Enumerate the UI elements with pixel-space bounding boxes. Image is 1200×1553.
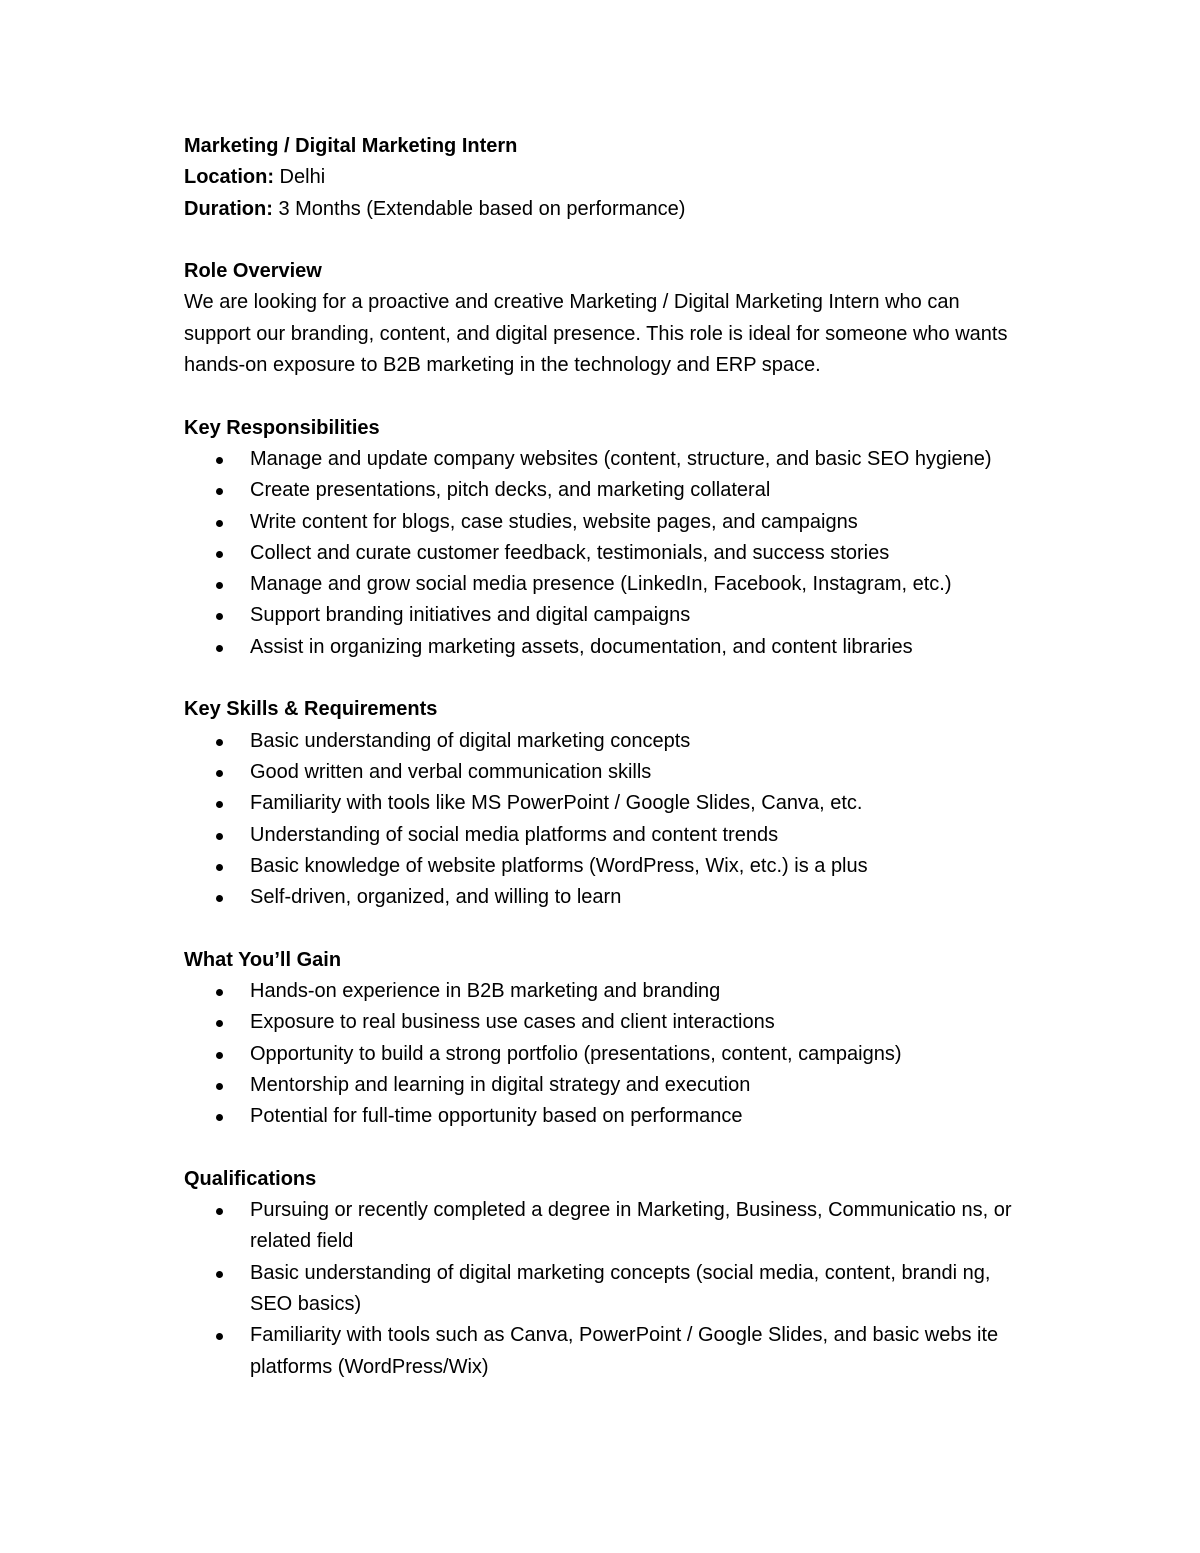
list-item-text: Familiarity with tools such as Canva, PowerPoint / Google Slides, and basic webs ite platforms (WordPress/Wix) <box>250 1324 999 1378</box>
list-item <box>184 1039 1024 1070</box>
list-item-text: Basic understanding of digital marketing concepts <box>250 729 691 752</box>
list-item <box>184 632 1024 663</box>
bullet-icon <box>216 582 223 589</box>
list-item-text: Write content for blogs, case studies, website pages, and campaigns <box>250 510 858 533</box>
list-item <box>184 569 1024 600</box>
list-item <box>184 820 1024 851</box>
bullet-icon <box>216 1020 223 1027</box>
list-item-text: Good written and verbal communication skills <box>250 760 652 783</box>
bullet-icon <box>216 1271 223 1278</box>
bullet-icon <box>216 488 223 495</box>
list-item-text: Manage and grow social media presence (LinkedIn, Facebook, Instagram, etc.) <box>250 573 952 596</box>
bullet-icon <box>216 520 223 527</box>
gains-list <box>184 976 1024 1132</box>
responsibilities-heading: Key Responsibilities <box>184 416 380 439</box>
list-item <box>184 757 1024 788</box>
skills-heading: Key Skills & Requirements <box>184 698 438 721</box>
bullet-icon <box>216 1114 223 1121</box>
list-item <box>184 1070 1024 1101</box>
list-item-text: Familiarity with tools like MS PowerPoint / Google Slides, Canva, etc. <box>250 792 863 815</box>
list-item <box>184 1101 1024 1132</box>
bullet-icon <box>216 1333 223 1340</box>
role-overview-heading: Role Overview <box>184 260 322 283</box>
list-item-text: Hands-on experience in B2B marketing and branding <box>250 980 721 1003</box>
list-item-text: Potential for full-time opportunity based on performance <box>250 1105 743 1128</box>
list-item-text: Self-driven, organized, and willing to learn <box>250 886 622 909</box>
spacer <box>184 381 1024 412</box>
location-value: Delhi <box>274 166 326 189</box>
spacer <box>184 663 1024 694</box>
duration-line <box>184 194 1024 225</box>
skills-list <box>184 726 1024 914</box>
location-line <box>184 162 1024 193</box>
list-item <box>184 444 1024 475</box>
list-item-text: Manage and update company websites (content, structure, and basic SEO hygiene) <box>250 447 992 470</box>
job-title: Marketing / Digital Marketing Intern <box>184 135 518 157</box>
spacer <box>184 1133 1024 1164</box>
list-item <box>184 600 1024 631</box>
bullet-icon <box>216 457 223 464</box>
bullet-icon <box>216 989 223 996</box>
role-overview-text: We are looking for a proactive and creative Marketing / Digital Marketing Intern who can support our branding, content, and digital presence. This role is ideal for someone who wants hands-on exposure to B2B marketing in the technology and ERP space. <box>184 291 1008 377</box>
list-item-text: Support branding initiatives and digital campaigns <box>250 604 691 627</box>
list-item <box>184 507 1024 538</box>
list-item <box>184 726 1024 757</box>
bullet-icon <box>216 645 223 652</box>
list-item-text: Understanding of social media platforms and content trends <box>250 823 779 846</box>
list-item-text: Mentorship and learning in digital strategy and execution <box>250 1073 751 1096</box>
list-item <box>184 475 1024 506</box>
responsibilities-list <box>184 444 1024 663</box>
location-label: Location: <box>184 166 274 189</box>
list-item-text: Collect and curate customer feedback, testimonials, and success stories <box>250 541 890 564</box>
list-item-text: Pursuing or recently completed a degree in Marketing, Business, Communicatio ns, or related field <box>250 1199 1012 1253</box>
bullet-icon <box>216 739 223 746</box>
bullet-icon <box>216 833 223 840</box>
bullet-icon <box>216 551 223 558</box>
gains-heading: What You’ll Gain <box>184 948 342 971</box>
bullet-icon <box>216 864 223 871</box>
list-item <box>184 1007 1024 1038</box>
qualifications-list <box>184 1195 1024 1383</box>
list-item-text: Assist in organizing marketing assets, documentation, and content libraries <box>250 635 913 658</box>
bullet-icon <box>216 801 223 808</box>
bullet-icon <box>216 1208 223 1215</box>
list-item <box>184 851 1024 882</box>
qualifications-heading: Qualifications <box>184 1167 317 1190</box>
document <box>184 131 1024 1383</box>
list-item <box>184 882 1024 913</box>
list-item <box>184 538 1024 569</box>
list-item-text: Create presentations, pitch decks, and marketing collateral <box>250 479 771 502</box>
bullet-icon <box>216 895 223 902</box>
list-item <box>184 1258 1024 1321</box>
list-item <box>184 788 1024 819</box>
duration-label: Duration: <box>184 197 273 220</box>
list-item-text: Basic knowledge of website platforms (WordPress, Wix, etc.) is a plus <box>250 854 868 877</box>
list-item-text: Opportunity to build a strong portfolio (presentations, content, campaigns) <box>250 1042 902 1065</box>
bullet-icon <box>216 1052 223 1059</box>
bullet-icon <box>216 613 223 620</box>
list-item <box>184 1195 1024 1258</box>
list-item <box>184 976 1024 1007</box>
spacer <box>184 913 1024 944</box>
list-item <box>184 1320 1024 1383</box>
list-item-text: Exposure to real business use cases and client interactions <box>250 1011 775 1034</box>
list-item-text: Basic understanding of digital marketing concepts (social media, content, brandi ng, SEO basics) <box>250 1261 991 1315</box>
spacer <box>184 225 1024 256</box>
duration-value: 3 Months (Extendable based on performance) <box>272 197 686 220</box>
bullet-icon <box>216 1083 223 1090</box>
bullet-icon <box>216 770 223 777</box>
